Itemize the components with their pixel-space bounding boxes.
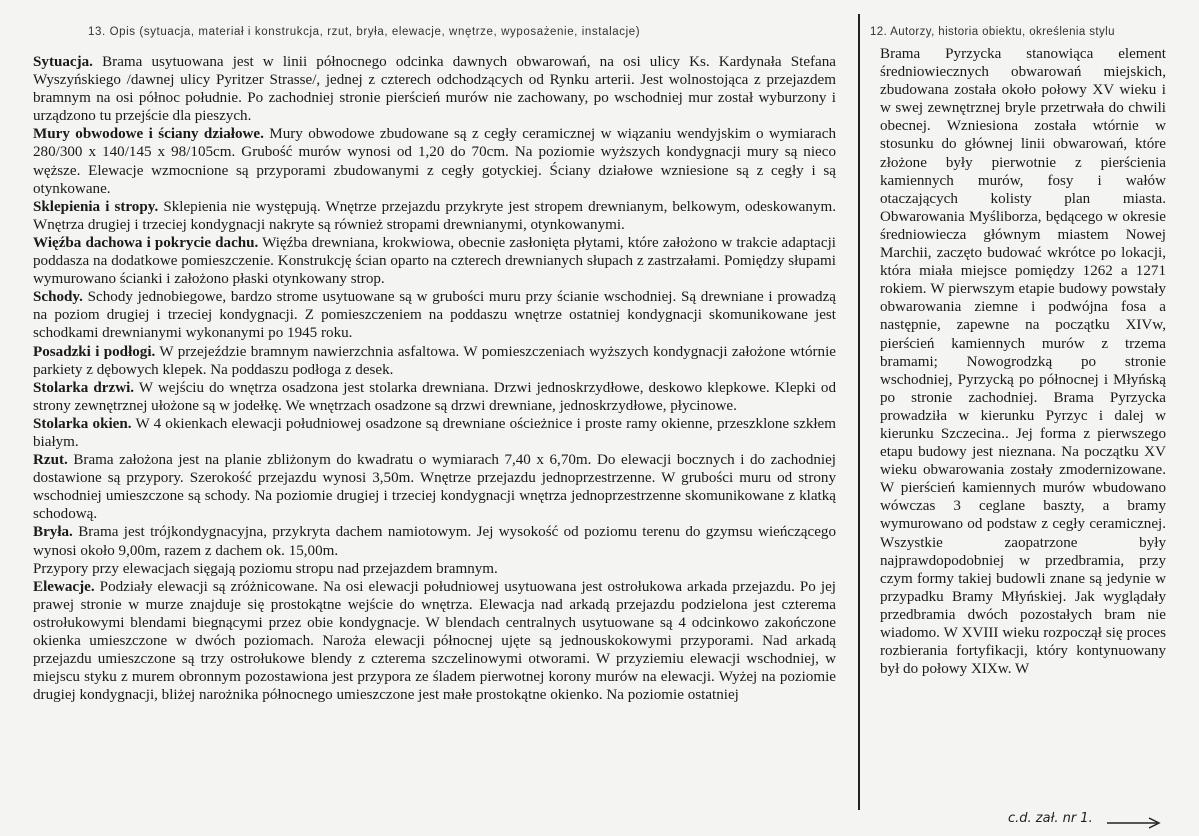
handwritten-continuation-note: c.d. zał. nr 1. [1008, 811, 1093, 826]
left-column-header: 13. Opis (sytuacja, materiał i konstrukcja, rzut, bryła, elewacje, wnętrze, wyposażenie, instalacje) [88, 26, 641, 38]
section-paragraph [33, 53, 836, 125]
section-body: Przypory przy elewacjach sięgają poziomu stropu nad przejazdem bramnym. [33, 560, 498, 577]
section-heading: Posadzki i podłogi. [33, 343, 156, 360]
history-paragraph: Brama Pyrzycka stanowiąca element średniowiecznych obwarowań miejskich, zbudowana została około połowy XV wieku i w swej zewnętrznej bryle przetrwała do chwili obecnej. Wzniesiona została wtórnie w stosunku do głównej linii obwarowań, które złożone były pierwotnie z pierścienia kamiennych murów, fosy i wałów otaczających kolisty plan miasta. Obwarowania Myśliborza, będącego w okresie średniowiecza głównym miastem Nowej Marchii, zaczęto budować wkrótce po lokacji, która miała miejsce pomiędzy 1262 a 1271 rokiem. W pierwszym etapie budowy powstały obwarowania ziemne i podwójna fosa a następnie, zapewne na początku XIVw, pierścień kamiennych murów z trzema bramami; Nowogrodzką po stronie wschodniej, Pyrzycką po północnej i Młyńską po stronie zachodniej. Brama Pyrzycka prowadziła w kierunku Pyrzyc i dalej w kierunku Szczecina.. Jej forma z pierwszego etapu budowy jest nieznana. Na początku XV wieku obwarowania zostały zmodernizowane. W pierścień kamiennych murów wbudowano wówczas 3 ceglane baszty, a bramy wymurowano od podstaw z cegły ceramicznej. Wszystkie zaopatrzone były najprawdopodobniej w przedbramia, przy czym formy takiej budowli znane są jedynie w przypadku Bramy Młyńskiej. Jak wyglądały przedbramia dwóch pozostałych bram nie wiadomo. W XVIII wieku rozpoczął się proces rozbierania fortyfikacji, który kontynuowany był do połowy XIXw. W [880, 46, 1166, 678]
section-heading: Elewacje. [33, 578, 95, 595]
section-paragraph [33, 523, 836, 559]
section-heading: Schody. [33, 289, 83, 306]
section-paragraph [33, 451, 836, 523]
section-heading: Stolarka okien. [33, 415, 132, 432]
section-body: Brama założona jest na planie zbliżonym do kwadratu o wymiarach 7,40 x 6,70m. Do elewacji bocznych i do zachodniej dostawione są przypory. Szerokość przejazdu wynosi 3,50m. Wnętrze przejazdu jednoprzestrzenne. W grubości muru od strony wschodniej umieszczone są schody. Na poziomie drugiej i trzeciej kondygnacji wnętrza jednoprzestrzenne skomunikowane z klatką schodową. [33, 452, 836, 523]
section-body: Brama usytuowana jest w linii północnego odcinka dawnych obwarowań, na osi ulicy Ks. Kardynała Stefana Wyszyńskiego /dawnej ulicy Pyritzer Strasse/, jednej z czterech odchodzących od Rynku arterii. Jest wolnostojąca z przejazdem bramnym na osi północ południe. Po zachodniej stronie pierścień murów nie zachowany, po wschodniej mur został wyburzony i urządzono tu przejście dla pieszych. [33, 54, 837, 125]
section-heading: Bryła. [33, 524, 73, 541]
section-body: Sklepienia nie występują. Wnętrze przejazdu przykryte jest stropem drewnianym, belkowym, odeskowanym. Wnętrza drugiej i trzeciej kondygnacji nakryte są również stropami drewnianymi, otynkowanymi. [33, 198, 836, 233]
section-heading: Sytuacja. [33, 54, 93, 70]
column-divider [858, 14, 860, 810]
section-paragraph [33, 379, 836, 415]
section-paragraph [33, 125, 836, 197]
section-paragraph [33, 578, 836, 705]
section-paragraph [33, 343, 836, 379]
section-body: W przejeździe bramnym nawierzchnia asfaltowa. W pomieszczeniach wyższych kondygnacji założone wtórnie parkiety z dębowych klepek. Na poddaszu podłoga z desek. [33, 343, 836, 378]
section-paragraph [33, 198, 836, 234]
section-body: W 4 okienkach elewacji południowej osadzone są drewniane ościeżnice i proste ramy okienne, przeszklone szkłem białym. [33, 415, 836, 450]
section-body: Podziały elewacji są zróżnicowane. Na osi elewacji południowej usytuowana jest ostrołukowa arkada przejazdu. Po jej prawej stronie w murze znajduje się prostokątne wejście do wnętrza. Elewacja nad arkadą przejazdu podzielona jest czterema ostrołukowymi blendami biegnącymi przez obie kondygnacje. W blendach centralnych usytuowane są 4 odcinkowo zakończone okienka umieszczone w dwóch poziomach. Naroża elewacji północnej ujęte są jednouskokowymi przyporami. Nad arkadą przejazdu umieszczone są trzy ostrołukowe blendy z czterema szczelinowymi otworami. W przyziemiu elewacji wschodniej, w miejscu styku z murem obronnym pozostawiona jest przypora ze śladem pierwotnej korony murów na elewacji. Wyżej na poziomie drugiej kondygnacji, bliżej narożnika północnego umieszczone jest małe prostokątne okienko. Na poziomie ostatniej [33, 578, 836, 704]
arrow-right-icon [1105, 816, 1163, 830]
section-paragraph [33, 560, 836, 578]
section-heading: Stolarka drzwi. [33, 379, 135, 396]
history-column [880, 45, 1166, 678]
section-body: Mury obwodowe zbudowane są z cegły ceramicznej w wiązaniu wendyjskim o wymiarach 280/300 x 140/145 x 98/105cm. Grubość murów wynosi od 1,20 do 70cm. Na poziomie wyższych kondygnacji mury są nieco węższe. Elewacje wzmocnione są przyporami zbudowanymi z cegły gotyckiej. Ściany działowe wzniesione są z cegły i są otynkowane. [33, 126, 836, 197]
description-column [33, 53, 836, 704]
section-heading: Sklepienia i stropy. [33, 198, 159, 215]
section-body: Brama jest trójkondygnacyjna, przykryta dachem namiotowym. Jej wysokość od poziomu terenu do gzymsu wieńczącego wynosi około 9,00m, razem z dachem ok. 15,00m. [33, 524, 836, 559]
section-heading: Rzut. [33, 452, 68, 469]
section-paragraph [33, 234, 836, 288]
section-paragraph [33, 415, 836, 451]
section-heading: Mury obwodowe i ściany działowe. [33, 126, 264, 143]
section-body: W wejściu do wnętrza osadzona jest stolarka drewniana. Drzwi jednoskrzydłowe, deskowo klepkowe. Klepki od strony zewnętrznej ułożone są w jodełkę. We wnętrzach osadzone są drzwi drewniane, jednoskrzydłowe, płycinowe. [33, 379, 836, 414]
section-heading: Więźba dachowa i pokrycie dachu. [33, 234, 259, 251]
section-paragraph [33, 288, 836, 342]
section-body: Więźba drewniana, krokwiowa, obecnie zasłonięta płytami, które założono w trakcie adaptacji poddasza na dodatkowe pomieszczenie. Konstrukcję ścian oparto na czterech drewnianych słupach z zastrzałami. Pomiędzy słupami wymurowano ścianki i założono płaski otynkowany strop. [33, 234, 836, 288]
section-body: Schody jednobiegowe, bardzo strome usytuowane są w grubości muru przy ścianie wschodniej. Są drewniane i prowadzą na poziom drugiej i trzeciej kondygnacji. Z pomieszczeniem na poddaszu wnętrze ostatniej kondygnacji skomunikowane jest schodkami drewnianymi wykonanymi po 1945 roku. [33, 289, 836, 342]
right-column-header: 12. Autorzy, historia obiektu, określenia stylu [870, 26, 1115, 38]
